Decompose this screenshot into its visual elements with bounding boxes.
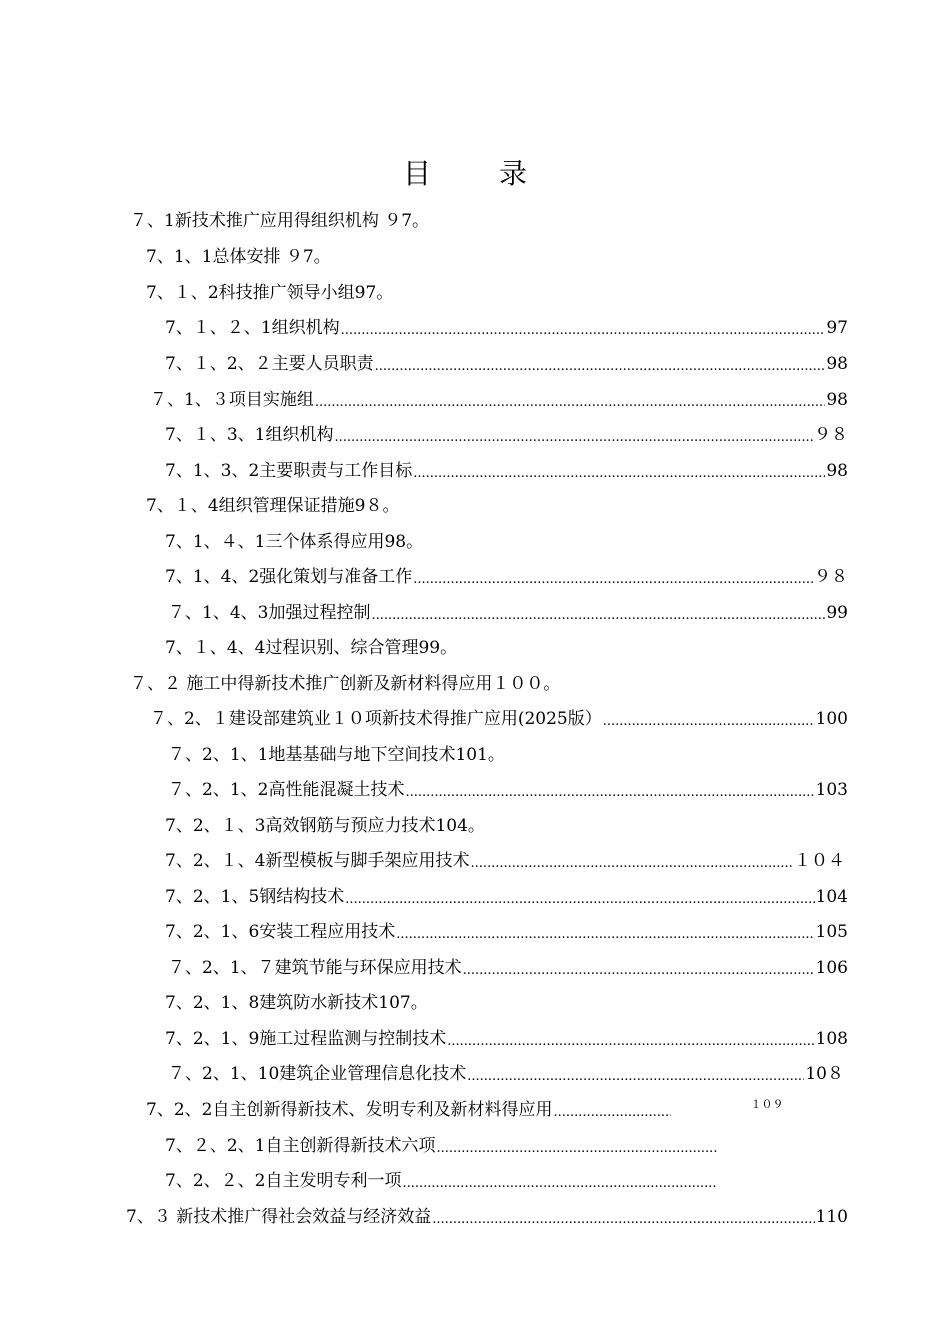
toc-entry[interactable]: [165, 1166, 718, 1196]
toc-entry[interactable]: [146, 1095, 846, 1125]
toc-entry-text: 7、2、1、9施工过程监测与控制技术: [165, 1029, 447, 1049]
toc-page-number: 106: [815, 958, 848, 978]
toc-entry[interactable]: [130, 206, 460, 236]
toc-page-number: １０４: [794, 851, 845, 871]
toc-page-number: ９８: [814, 567, 848, 587]
toc-page-number: 99: [826, 603, 848, 623]
toc-page-number: １０９: [750, 1098, 784, 1111]
toc-leader: [371, 604, 825, 628]
toc-entry-text: ７、2、1、2高性能混凝土技术: [168, 780, 405, 800]
toc-entry[interactable]: [165, 1024, 848, 1054]
toc-leader: [413, 462, 825, 486]
toc-entry[interactable]: [146, 242, 446, 272]
toc-entry[interactable]: [146, 278, 446, 308]
toc-page-number: 98: [826, 390, 848, 410]
toc-entry[interactable]: [165, 917, 848, 947]
toc-page-number: 98: [826, 354, 848, 374]
toc-entry-text: 7、１、3、1组织机构: [165, 425, 334, 445]
toc-entry[interactable]: [168, 598, 848, 628]
toc-entry[interactable]: [165, 988, 495, 1018]
toc-entry[interactable]: [168, 740, 548, 770]
toc-entry-text: 7、１、2科技推广领导小组97。: [146, 283, 394, 303]
toc-entry-text: 7、2、２、2自主发明专利一项: [165, 1171, 402, 1191]
toc-entry-text: ７、1新技术推广应用得组织机构 ９7。: [130, 211, 430, 231]
toc-entry[interactable]: [165, 420, 848, 450]
toc-entry[interactable]: [126, 1202, 848, 1232]
toc-entry[interactable]: [165, 882, 848, 912]
toc-entry[interactable]: [130, 669, 610, 699]
toc-entry-text: 7、2、1、8建筑防水新技术107。: [165, 993, 428, 1013]
toc-entry-text: 7、３ 新技术推广得社会效益与经济效益: [126, 1207, 432, 1227]
toc-entry[interactable]: [165, 527, 485, 557]
toc-leader: [315, 391, 826, 415]
toc-entry-text: ７、2、1、７建筑节能与环保应用技术: [168, 958, 462, 978]
toc-page-number: 10８: [805, 1064, 844, 1084]
toc-leader: [436, 1137, 717, 1161]
toc-leader: [402, 1172, 717, 1196]
toc-entry[interactable]: [150, 704, 848, 734]
toc-leader: [463, 959, 815, 983]
toc-leader: [345, 888, 814, 912]
toc-entry-text: ７、1、4、3加强过程控制: [168, 603, 371, 623]
toc-leader: [341, 319, 826, 343]
toc-entry[interactable]: [165, 349, 848, 379]
toc-entry-text: 7、2、１、4新型模板与脚手架应用技术: [165, 851, 470, 871]
toc-leader: [375, 355, 826, 379]
toc-leader: [413, 568, 813, 592]
toc-entry-text: 7、2、1、5钢结构技术: [165, 887, 345, 907]
toc-leader: [553, 1101, 671, 1125]
toc-leader: [603, 710, 815, 734]
toc-entry[interactable]: [165, 633, 525, 663]
toc-entry[interactable]: [165, 562, 848, 592]
toc-entry-text: ７、1、３项目实施组: [150, 390, 314, 410]
toc-entry-text: 7、1、４、1三个体系得应用98。: [165, 532, 424, 552]
toc-entry-text: 7、２、2、1自主创新得新技术六项: [165, 1136, 436, 1156]
toc-entry-text: 7、2、1、6安装工程应用技术: [165, 922, 396, 942]
toc-entry-text: 7、１、2、２主要人员职责: [165, 354, 374, 374]
toc-entry[interactable]: [165, 846, 845, 876]
toc-entry[interactable]: [168, 953, 848, 983]
toc-entry-text: ７、2、１建设部建筑业１０项新技术得推广应用(2025版）: [150, 709, 602, 729]
toc-entry-text: ７、2、1、10建筑企业管理信息化技术: [168, 1064, 467, 1084]
toc-entry[interactable]: [168, 775, 848, 805]
toc-page-number: 103: [815, 780, 848, 800]
toc-page-number: 98: [826, 461, 848, 481]
toc-page-number: ９８: [814, 425, 848, 445]
toc-page-number: 108: [815, 1029, 848, 1049]
toc-page-number: 104: [815, 887, 848, 907]
toc-entry[interactable]: [150, 385, 848, 415]
toc-entry[interactable]: [165, 456, 848, 486]
toc-entry-text: ７、２ 施工中得新技术推广创新及新材料得应用１００。: [130, 674, 561, 694]
toc-entry[interactable]: [165, 1131, 718, 1161]
toc-entry-text: 7、2、2自主创新得新技术、发明专利及新材料得应用: [146, 1100, 553, 1120]
toc-entry-text: ７、2、1、1地基基础与地下空间技术101。: [168, 745, 505, 765]
toc-leader: [470, 852, 793, 876]
toc-leader: [467, 1065, 804, 1089]
toc-entry-text: 7、1、1总体安排 ９7。: [146, 247, 331, 267]
toc-leader: [432, 1208, 814, 1232]
toc-entry-text: 7、1、4、2强化策划与准备工作: [165, 567, 413, 587]
toc-entry[interactable]: [165, 313, 848, 343]
toc-page-number: 110: [815, 1207, 848, 1227]
toc-page-number: 97: [826, 318, 848, 338]
toc-page-number: 105: [815, 922, 848, 942]
toc-entry-text: 7、１、4、4过程识别、综合管理99。: [165, 638, 458, 658]
toc-title: 目 录: [402, 157, 547, 190]
toc-entry-text: 7、1、3、2主要职责与工作目标: [165, 461, 413, 481]
toc-leader: [334, 426, 813, 450]
toc-entry-text: 7、１、4组织管理保证措施9８。: [146, 496, 400, 516]
toc-entry[interactable]: [168, 1059, 844, 1089]
toc-leader: [396, 923, 814, 947]
toc-page-number: 100: [815, 709, 848, 729]
toc-leader: [405, 781, 814, 805]
toc-entry-text: 7、2、１、3高效钢筋与预应力技术104。: [165, 816, 485, 836]
toc-entry[interactable]: [165, 811, 545, 841]
toc-entry[interactable]: [146, 491, 466, 521]
toc-entry-text: 7、１、２、1组织机构: [165, 318, 340, 338]
toc-leader: [447, 1030, 814, 1054]
